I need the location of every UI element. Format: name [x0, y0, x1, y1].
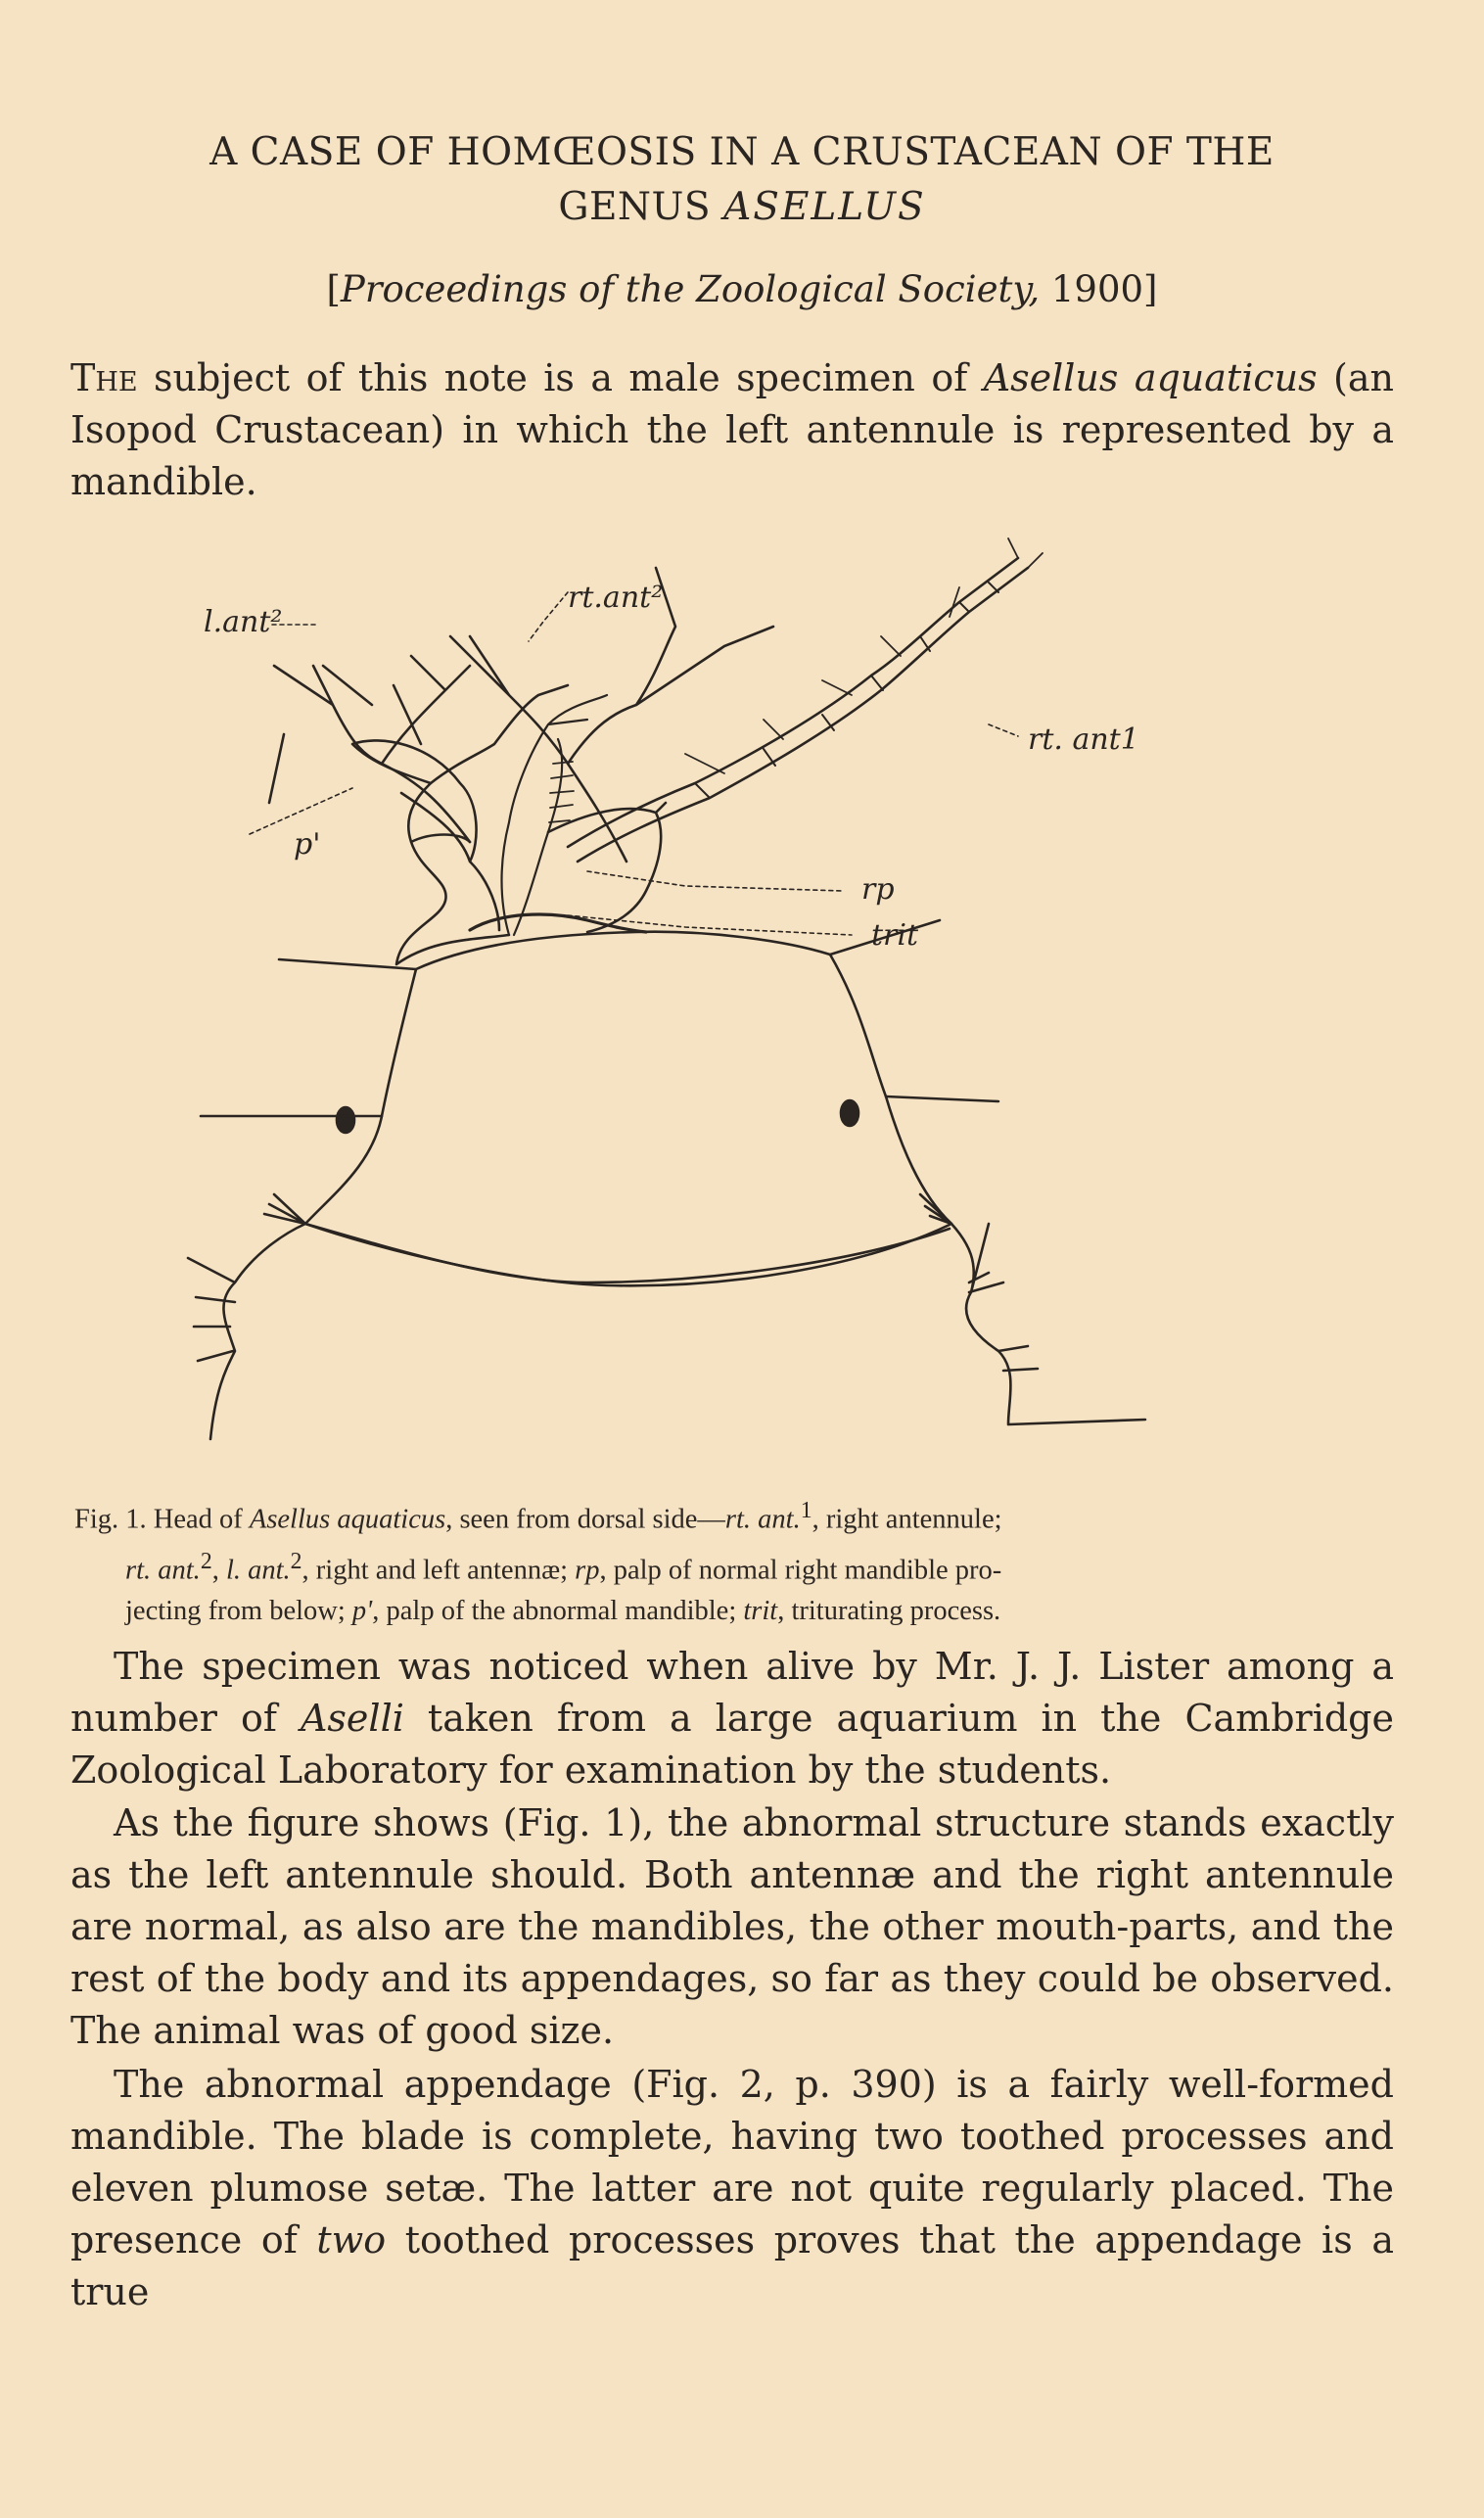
antennule-segments [695, 583, 998, 798]
source-year: 1900] [1050, 268, 1158, 310]
caption-continuation [74, 1541, 1391, 1633]
caption-abbrev: rt. ant. [125, 1555, 201, 1585]
title-genus-prefix: GENUS [558, 185, 712, 229]
caption-abbrev: rp [575, 1555, 600, 1585]
caption-abbrev: p' [351, 1596, 373, 1626]
paragraph-1 [70, 1641, 1394, 1796]
paragraph-text: The specimen was noticed when alive by Mr. J. J. Lister among a number of [70, 1645, 1394, 1740]
left-eye [337, 1107, 354, 1133]
caption-abbrev: trit [743, 1596, 778, 1626]
caption-text: , [211, 1555, 226, 1585]
paragraph-text: toothed processes proves that the appendage is a true [70, 2218, 1394, 2313]
caption-fig-number: Fig. 1. [74, 1504, 147, 1535]
figure-caption [74, 1490, 1391, 1632]
triturating-process [470, 914, 646, 932]
paragraph-italic: Aselli [300, 1697, 404, 1740]
page-title [69, 125, 1415, 235]
title-genus-name: ASELLUS [723, 185, 926, 229]
leader-rt-ant1 [989, 724, 1018, 736]
caption-text: , triturating process. [777, 1596, 1001, 1626]
label-rt-ant2: rt.ant² [568, 581, 664, 615]
paragraph-text: The abnormal appendage (Fig. 2, p. 390) is a fairly well-formed mandible. The blade is complete, having two toothed processes and eleven plumose setæ. The latter are not quite regularly placed. The presence of [70, 2063, 1394, 2262]
label-trit: trit [871, 918, 919, 953]
caption-text: , right antennule; [812, 1504, 1002, 1535]
figure-illustration [176, 509, 1302, 1478]
intro-text-a: subject of this note is a male specimen of [137, 356, 984, 399]
caption-text: Head of [146, 1504, 250, 1535]
left-antenna [269, 656, 470, 842]
paragraph-3 [70, 2059, 1394, 2318]
abnormal-mandible [352, 740, 509, 964]
caption-species: Asellus aquaticus [249, 1504, 446, 1535]
paragraph-text: taken from a large aquarium in the Cambridge Zoological Laboratory for examination by the students. [70, 1697, 1394, 1792]
caption-text: , right and left antennæ; [301, 1555, 576, 1585]
intro-text-b: (an Isopod Crustacean) in which the left antennule is represented by a mandible. [70, 356, 1394, 503]
paragraph-2: As the figure shows (Fig. 1), the abnormal structure stands exactly as the left antennule should. Both antennæ and the right antennule are normal, as also are the mandibles, the other mouth-parts, and the rest of the body and its appendages, so far as they could be observed. The animal was of good size. [70, 1801, 1394, 2052]
label-p-prime: p' [294, 827, 321, 862]
label-l-ant2: l.ant² [204, 605, 283, 639]
caption-text: , palp of the abnormal mandible; [372, 1596, 744, 1626]
title-line-1: A CASE OF HOMŒOSIS IN A CRUSTACEAN OF THE [209, 130, 1275, 174]
source-bracket: [ [326, 268, 341, 310]
caption-sup: 2 [290, 1548, 302, 1574]
right-eye [841, 1100, 858, 1126]
intro-species: Asellus aquaticus [983, 356, 1318, 399]
caption-text: , seen from dorsal side— [445, 1504, 725, 1535]
source-journal: Proceedings of the Zoological Society, [340, 268, 1041, 310]
label-rp: rp [861, 872, 895, 907]
intro-lead-word: The [70, 356, 138, 399]
caption-text: jecting from below; [125, 1596, 352, 1626]
caption-abbrev: rt. ant. [724, 1504, 801, 1535]
antennule-setae [685, 538, 1043, 773]
right-lateral-appendage [920, 1194, 1145, 1424]
right-palp-rp [548, 803, 666, 932]
caption-text: , palp of normal right mandible pro- [599, 1555, 1002, 1585]
intro-paragraph [70, 352, 1394, 508]
paragraph-italic: two [316, 2218, 387, 2262]
caption-abbrev: l. ant. [225, 1555, 291, 1585]
caption-sup: 1 [800, 1498, 812, 1523]
leader-rp [587, 871, 842, 891]
label-rt-ant1: rt. ant1 [1028, 723, 1139, 757]
leader-rt-ant2 [529, 592, 568, 641]
left-lateral-appendage [188, 1194, 305, 1439]
caption-sup: 2 [200, 1548, 212, 1574]
source-citation [69, 264, 1415, 315]
head-drawing [176, 509, 1302, 1478]
title-line-2 [69, 180, 1415, 235]
